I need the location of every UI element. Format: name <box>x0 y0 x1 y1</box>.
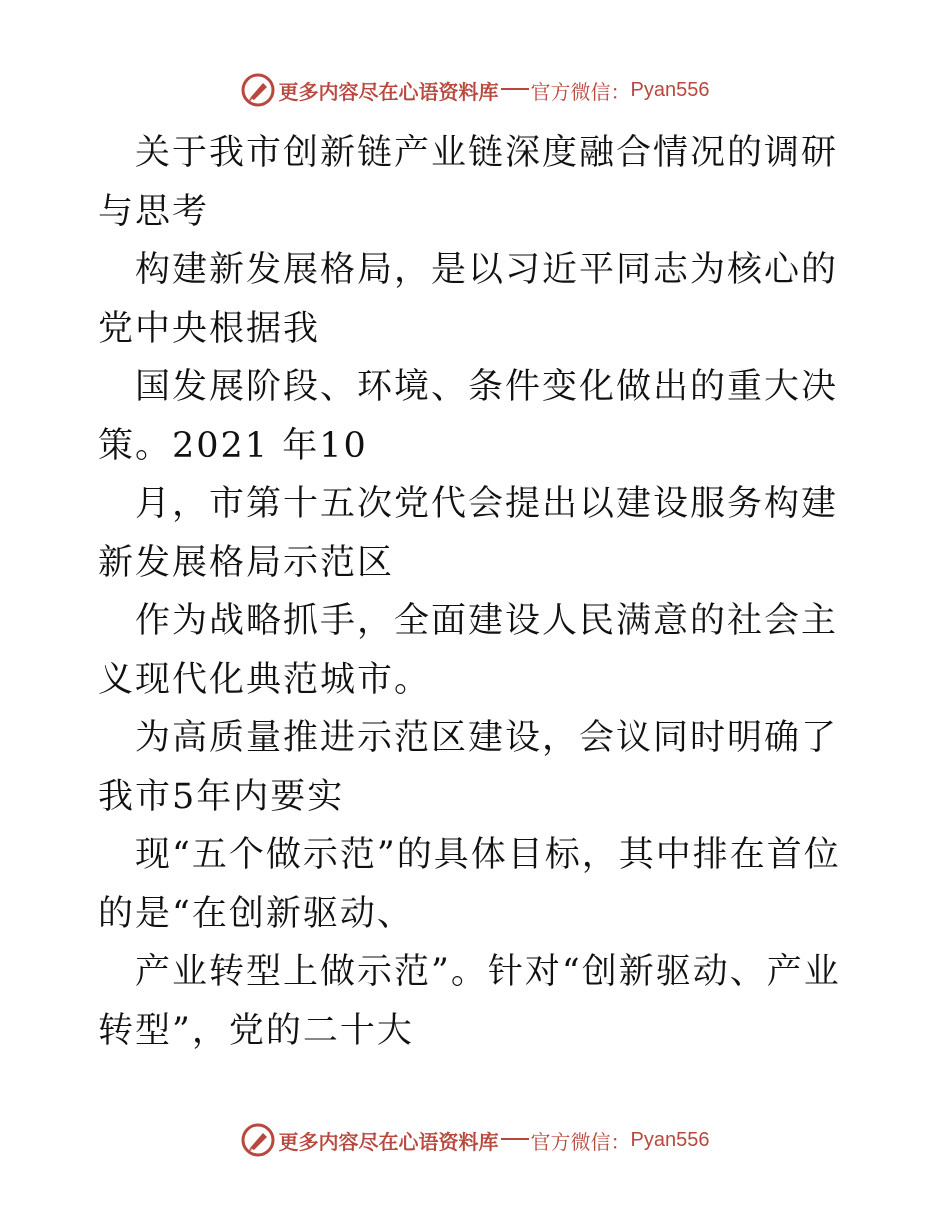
paragraph-title: 关于我市创新链产业链深度融合情况的调研与思考 <box>98 133 839 232</box>
paragraph: 月，市第十五次党代会提出以建设服务构建新发展格局示范区 <box>98 484 839 583</box>
paragraph: 为高质量推进示范区建设，会议同时明确了我市5年内要实 <box>98 718 839 817</box>
banner-wechat-id: Pyan556 <box>630 78 710 101</box>
banner-wechat-label: 官方微信： <box>530 79 631 104</box>
banner-slogan: 更多内容尽在心语资料库 <box>278 1129 499 1154</box>
paragraph: 现“五个做示范”的具体目标，其中排在首位的是“在创新驱动、 <box>98 835 841 934</box>
banner-dash <box>501 1138 529 1140</box>
banner-wechat-id: Pyan556 <box>630 1128 710 1151</box>
pen-logo-icon <box>241 73 275 107</box>
paragraph: 作为战略抓手，全面建设人民满意的社会主义现代化典范城市。 <box>98 601 839 700</box>
pen-logo-icon <box>241 1123 275 1157</box>
paragraph: 国发展阶段、环境、条件变化做出的重大决策。2021 年10 <box>98 367 839 466</box>
paragraph: 构建新发展格局，是以习近平同志为核心的党中央根据我 <box>98 250 839 349</box>
banner-slogan: 更多内容尽在心语资料库 <box>278 79 499 104</box>
paragraph: 产业转型上做示范”。针对“创新驱动、产业转型”，党的二十大 <box>98 952 841 1051</box>
footer-watermark-banner <box>0 1120 950 1160</box>
header-watermark-banner <box>0 70 950 110</box>
banner-wechat-label: 官方微信： <box>530 1129 631 1154</box>
document-body <box>98 124 858 1060</box>
banner-dash <box>501 88 529 90</box>
